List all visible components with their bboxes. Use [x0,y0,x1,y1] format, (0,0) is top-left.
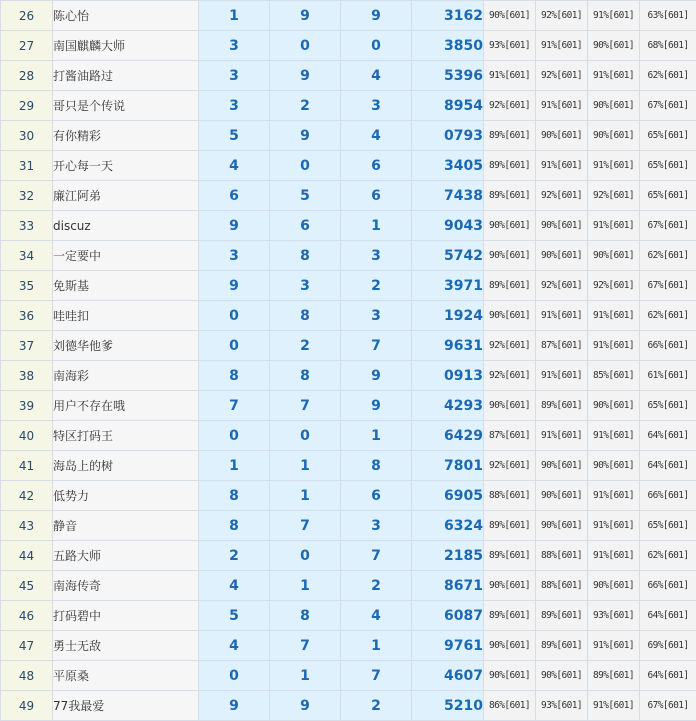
hit-rate-cell: 68%[601] [640,31,696,61]
user-name-cell: 静音 [53,511,199,541]
hit-rate-cell: 69%[601] [640,631,696,661]
hit-rate-cell: 92%[601] [588,271,640,301]
code-cell: 3162 [412,1,484,31]
hit-rate-cell: 62%[601] [640,301,696,331]
digit-3-cell: 6 [341,481,412,511]
digit-2-cell: 1 [270,571,341,601]
rank-cell: 32 [1,181,53,211]
hit-rate-cell: 64%[601] [640,421,696,451]
digit-1-cell: 3 [199,241,270,271]
digit-3-cell: 6 [341,151,412,181]
digit-1-cell: 2 [199,541,270,571]
hit-rate-cell: 65%[601] [640,121,696,151]
digit-1-cell: 5 [199,121,270,151]
digit-1-cell: 9 [199,691,270,721]
hit-rate-cell: 90%[601] [536,241,588,271]
hit-rate-cell: 90%[601] [484,661,536,691]
digit-3-cell: 8 [341,451,412,481]
rank-cell: 41 [1,451,53,481]
table-row [1,1,696,31]
code-cell: 5742 [412,241,484,271]
digit-1-cell: 8 [199,481,270,511]
hit-rate-cell: 89%[601] [536,391,588,421]
hit-rate-cell: 65%[601] [640,511,696,541]
code-cell: 1924 [412,301,484,331]
hit-rate-cell: 91%[601] [588,1,640,31]
rank-cell: 37 [1,331,53,361]
rank-cell: 45 [1,571,53,601]
hit-rate-cell: 89%[601] [484,151,536,181]
table-row [1,31,696,61]
code-cell: 9761 [412,631,484,661]
hit-rate-cell: 92%[601] [536,181,588,211]
digit-2-cell: 0 [270,31,341,61]
hit-rate-cell: 90%[601] [536,211,588,241]
table-row [1,391,696,421]
hit-rate-cell: 89%[601] [536,631,588,661]
rank-cell: 39 [1,391,53,421]
hit-rate-cell: 64%[601] [640,661,696,691]
hit-rate-cell: 91%[601] [588,631,640,661]
code-cell: 8671 [412,571,484,601]
table-row [1,361,696,391]
user-name-cell: 南海彩 [53,361,199,391]
rank-cell: 27 [1,31,53,61]
rank-cell: 36 [1,301,53,331]
table-row [1,601,696,631]
table-row [1,691,696,721]
digit-2-cell: 1 [270,451,341,481]
digit-2-cell: 9 [270,121,341,151]
user-name-cell: 打酱油路过 [53,61,199,91]
digit-2-cell: 7 [270,631,341,661]
table-row [1,271,696,301]
user-name-cell: 用户不存在哦 [53,391,199,421]
table-row [1,631,696,661]
hit-rate-cell: 90%[601] [588,241,640,271]
hit-rate-cell: 92%[601] [484,331,536,361]
hit-rate-cell: 62%[601] [640,541,696,571]
hit-rate-cell: 92%[601] [536,61,588,91]
digit-1-cell: 3 [199,91,270,121]
hit-rate-cell: 63%[601] [640,1,696,31]
digit-2-cell: 7 [270,391,341,421]
rank-cell: 47 [1,631,53,661]
code-cell: 9043 [412,211,484,241]
hit-rate-cell: 92%[601] [536,271,588,301]
hit-rate-cell: 64%[601] [640,451,696,481]
code-cell: 3971 [412,271,484,301]
user-name-cell: 勇士无敌 [53,631,199,661]
digit-3-cell: 7 [341,331,412,361]
code-cell: 8954 [412,91,484,121]
hit-rate-cell: 89%[601] [588,661,640,691]
digit-3-cell: 2 [341,271,412,301]
user-name-cell: discuz [53,211,199,241]
user-name-cell: 特区打码王 [53,421,199,451]
digit-3-cell: 4 [341,121,412,151]
digit-2-cell: 8 [270,601,341,631]
table-row [1,451,696,481]
table-row [1,571,696,601]
digit-1-cell: 1 [199,451,270,481]
hit-rate-cell: 91%[601] [588,301,640,331]
hit-rate-cell: 90%[601] [484,241,536,271]
hit-rate-cell: 66%[601] [640,571,696,601]
hit-rate-cell: 91%[601] [536,421,588,451]
digit-2-cell: 0 [270,421,341,451]
user-name-cell: 开心每一天 [53,151,199,181]
code-cell: 9631 [412,331,484,361]
digit-2-cell: 9 [270,1,341,31]
digit-1-cell: 0 [199,661,270,691]
hit-rate-cell: 90%[601] [484,391,536,421]
digit-3-cell: 3 [341,91,412,121]
hit-rate-cell: 86%[601] [484,691,536,721]
digit-1-cell: 0 [199,331,270,361]
digit-1-cell: 8 [199,511,270,541]
hit-rate-cell: 91%[601] [588,61,640,91]
hit-rate-cell: 89%[601] [484,121,536,151]
digit-3-cell: 1 [341,421,412,451]
code-cell: 6324 [412,511,484,541]
hit-rate-cell: 90%[601] [536,481,588,511]
digit-3-cell: 9 [341,391,412,421]
hit-rate-cell: 90%[601] [588,91,640,121]
digit-2-cell: 1 [270,481,341,511]
hit-rate-cell: 90%[601] [588,391,640,421]
code-cell: 5396 [412,61,484,91]
rank-cell: 31 [1,151,53,181]
hit-rate-cell: 92%[601] [588,181,640,211]
rank-cell: 34 [1,241,53,271]
table-row [1,481,696,511]
ranking-table-body [1,1,696,721]
digit-1-cell: 1 [199,1,270,31]
digit-3-cell: 3 [341,511,412,541]
digit-3-cell: 1 [341,631,412,661]
table-row [1,151,696,181]
hit-rate-cell: 65%[601] [640,151,696,181]
table-row [1,301,696,331]
user-name-cell: 哥只是个传说 [53,91,199,121]
code-cell: 3405 [412,151,484,181]
hit-rate-cell: 91%[601] [588,331,640,361]
rank-cell: 33 [1,211,53,241]
hit-rate-cell: 67%[601] [640,271,696,301]
hit-rate-cell: 89%[601] [536,601,588,631]
digit-1-cell: 4 [199,631,270,661]
table-row [1,541,696,571]
rank-cell: 40 [1,421,53,451]
hit-rate-cell: 90%[601] [588,121,640,151]
hit-rate-cell: 67%[601] [640,211,696,241]
table-row [1,211,696,241]
user-name-cell: 有你精彩 [53,121,199,151]
digit-2-cell: 5 [270,181,341,211]
table-row [1,91,696,121]
digit-2-cell: 0 [270,541,341,571]
digit-3-cell: 2 [341,571,412,601]
hit-rate-cell: 87%[601] [536,331,588,361]
hit-rate-cell: 87%[601] [484,421,536,451]
user-name-cell: 五路大师 [53,541,199,571]
rank-cell: 48 [1,661,53,691]
rank-cell: 29 [1,91,53,121]
user-name-cell: 哇哇扣 [53,301,199,331]
code-cell: 0793 [412,121,484,151]
hit-rate-cell: 89%[601] [484,541,536,571]
hit-rate-cell: 93%[601] [484,31,536,61]
hit-rate-cell: 93%[601] [588,601,640,631]
digit-2-cell: 8 [270,361,341,391]
hit-rate-cell: 62%[601] [640,61,696,91]
table-row [1,511,696,541]
hit-rate-cell: 93%[601] [536,691,588,721]
hit-rate-cell: 91%[601] [484,61,536,91]
hit-rate-cell: 92%[601] [484,91,536,121]
rank-cell: 42 [1,481,53,511]
digit-1-cell: 3 [199,61,270,91]
user-name-cell: 海岛上的树 [53,451,199,481]
hit-rate-cell: 91%[601] [536,91,588,121]
rank-cell: 26 [1,1,53,31]
hit-rate-cell: 88%[601] [484,481,536,511]
digit-1-cell: 7 [199,391,270,421]
user-name-cell: 一定要中 [53,241,199,271]
table-row [1,121,696,151]
digit-1-cell: 8 [199,361,270,391]
hit-rate-cell: 91%[601] [588,421,640,451]
digit-1-cell: 0 [199,421,270,451]
rank-cell: 43 [1,511,53,541]
hit-rate-cell: 90%[601] [536,511,588,541]
digit-2-cell: 2 [270,91,341,121]
hit-rate-cell: 91%[601] [536,31,588,61]
code-cell: 0913 [412,361,484,391]
hit-rate-cell: 67%[601] [640,91,696,121]
hit-rate-cell: 91%[601] [588,151,640,181]
digit-2-cell: 8 [270,301,341,331]
hit-rate-cell: 64%[601] [640,601,696,631]
rank-cell: 28 [1,61,53,91]
rank-cell: 46 [1,601,53,631]
code-cell: 2185 [412,541,484,571]
digit-3-cell: 7 [341,661,412,691]
digit-3-cell: 4 [341,61,412,91]
rank-cell: 38 [1,361,53,391]
digit-2-cell: 1 [270,661,341,691]
hit-rate-cell: 91%[601] [588,511,640,541]
digit-3-cell: 1 [341,211,412,241]
digit-1-cell: 9 [199,271,270,301]
digit-3-cell: 6 [341,181,412,211]
hit-rate-cell: 90%[601] [588,31,640,61]
digit-3-cell: 9 [341,361,412,391]
digit-3-cell: 4 [341,601,412,631]
user-name-cell: 廉江阿弟 [53,181,199,211]
digit-2-cell: 9 [270,61,341,91]
rank-cell: 44 [1,541,53,571]
hit-rate-cell: 65%[601] [640,181,696,211]
hit-rate-cell: 90%[601] [484,1,536,31]
code-cell: 7438 [412,181,484,211]
user-name-cell: 免斯基 [53,271,199,301]
hit-rate-cell: 91%[601] [588,691,640,721]
digit-1-cell: 6 [199,181,270,211]
digit-3-cell: 7 [341,541,412,571]
hit-rate-cell: 90%[601] [484,631,536,661]
user-name-cell: 陈心怡 [53,1,199,31]
hit-rate-cell: 88%[601] [536,571,588,601]
digit-1-cell: 4 [199,571,270,601]
hit-rate-cell: 91%[601] [536,301,588,331]
digit-2-cell: 3 [270,271,341,301]
hit-rate-cell: 91%[601] [588,211,640,241]
user-name-cell: 77我最爱 [53,691,199,721]
hit-rate-cell: 91%[601] [588,541,640,571]
hit-rate-cell: 91%[601] [536,151,588,181]
code-cell: 4293 [412,391,484,421]
hit-rate-cell: 61%[601] [640,361,696,391]
hit-rate-cell: 92%[601] [536,1,588,31]
hit-rate-cell: 89%[601] [484,511,536,541]
digit-1-cell: 5 [199,601,270,631]
hit-rate-cell: 91%[601] [536,361,588,391]
digit-3-cell: 0 [341,31,412,61]
user-name-cell: 低势力 [53,481,199,511]
digit-1-cell: 4 [199,151,270,181]
hit-rate-cell: 90%[601] [536,121,588,151]
digit-3-cell: 3 [341,301,412,331]
hit-rate-cell: 90%[601] [484,571,536,601]
code-cell: 6905 [412,481,484,511]
hit-rate-cell: 89%[601] [484,601,536,631]
digit-3-cell: 9 [341,1,412,31]
user-name-cell: 打码碧中 [53,601,199,631]
digit-2-cell: 7 [270,511,341,541]
digit-3-cell: 2 [341,691,412,721]
code-cell: 3850 [412,31,484,61]
code-cell: 6087 [412,601,484,631]
user-name-cell: 平原桑 [53,661,199,691]
hit-rate-cell: 91%[601] [588,481,640,511]
digit-2-cell: 6 [270,211,341,241]
hit-rate-cell: 89%[601] [484,181,536,211]
hit-rate-cell: 62%[601] [640,241,696,271]
code-cell: 6429 [412,421,484,451]
table-row [1,421,696,451]
rank-cell: 49 [1,691,53,721]
hit-rate-cell: 67%[601] [640,691,696,721]
hit-rate-cell: 85%[601] [588,361,640,391]
hit-rate-cell: 90%[601] [484,301,536,331]
hit-rate-cell: 92%[601] [484,451,536,481]
digit-2-cell: 0 [270,151,341,181]
digit-2-cell: 8 [270,241,341,271]
hit-rate-cell: 65%[601] [640,391,696,421]
rank-cell: 35 [1,271,53,301]
digit-1-cell: 9 [199,211,270,241]
code-cell: 7801 [412,451,484,481]
digit-2-cell: 9 [270,691,341,721]
hit-rate-cell: 66%[601] [640,481,696,511]
hit-rate-cell: 90%[601] [536,451,588,481]
table-row [1,241,696,271]
hit-rate-cell: 89%[601] [484,271,536,301]
hit-rate-cell: 90%[601] [484,211,536,241]
table-row [1,181,696,211]
hit-rate-cell: 66%[601] [640,331,696,361]
table-row [1,331,696,361]
hit-rate-cell: 88%[601] [536,541,588,571]
code-cell: 5210 [412,691,484,721]
user-name-cell: 刘德华他爹 [53,331,199,361]
code-cell: 4607 [412,661,484,691]
hit-rate-cell: 90%[601] [588,571,640,601]
hit-rate-cell: 90%[601] [536,661,588,691]
digit-1-cell: 3 [199,31,270,61]
table-row [1,61,696,91]
user-name-cell: 南国麒麟大师 [53,31,199,61]
digit-1-cell: 0 [199,301,270,331]
digit-3-cell: 3 [341,241,412,271]
rank-cell: 30 [1,121,53,151]
digit-2-cell: 2 [270,331,341,361]
hit-rate-cell: 90%[601] [588,451,640,481]
hit-rate-cell: 92%[601] [484,361,536,391]
user-name-cell: 南海传奇 [53,571,199,601]
table-row [1,661,696,691]
